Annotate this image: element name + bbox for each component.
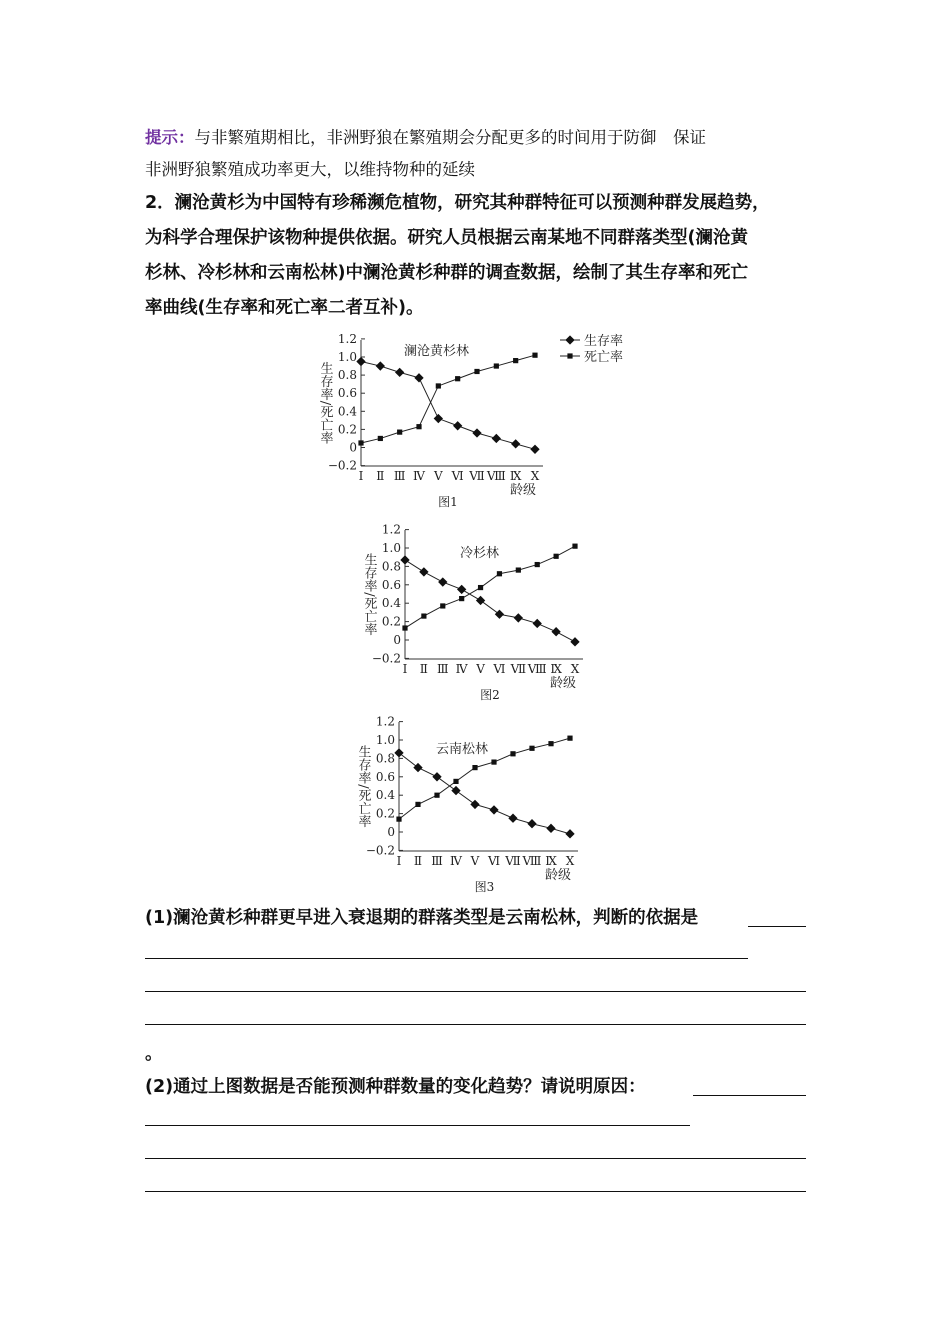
x-tick-label: Ⅰ	[402, 662, 408, 676]
survival-point	[356, 357, 365, 366]
death-point	[572, 544, 577, 549]
y-tick-label: −0.2	[371, 651, 401, 666]
y-tick-label: 1.0	[375, 733, 395, 747]
death-point	[434, 793, 439, 798]
y-tick-label: 1.0	[337, 350, 357, 364]
hint-text-1: 与非繁殖期相比，非洲野狼在繁殖期会分配更多的时间用于防御 保证	[194, 128, 706, 147]
legend-survival-label: 生存率	[584, 334, 624, 349]
answer-blank[interactable]	[145, 958, 748, 959]
death-point	[459, 596, 464, 601]
death-point	[474, 369, 479, 374]
question-line-2: 为科学合理保护该物种提供依据。研究人员根据云南某地不同群落类型(澜沧黄	[145, 228, 748, 248]
x-tick-label: Ⅶ	[469, 469, 485, 483]
death-point	[494, 363, 499, 368]
survival-point	[395, 368, 404, 377]
y-tick-label: 0.8	[381, 559, 401, 574]
survival-point	[530, 445, 539, 454]
death-point	[529, 746, 534, 751]
hint-line-2	[145, 159, 475, 181]
x-tick-label: Ⅸ	[545, 854, 557, 868]
chart-title: 澜沧黄杉林	[404, 344, 470, 359]
survival-point	[451, 786, 460, 795]
death-point	[472, 765, 477, 770]
death-point	[535, 562, 540, 567]
y-tick-label: 0.4	[375, 788, 395, 803]
x-tick-label: Ⅵ	[451, 469, 464, 483]
x-tick-label: Ⅶ	[510, 662, 527, 676]
death-point	[516, 567, 521, 572]
survival-point	[492, 434, 501, 443]
legend-death-label: 死亡率	[584, 350, 624, 365]
death-point	[513, 358, 518, 363]
death-point	[548, 741, 553, 746]
x-axis-label: 龄级	[549, 676, 577, 691]
death-point	[567, 736, 572, 741]
x-tick-label: Ⅹ	[565, 854, 575, 868]
survival-point	[394, 748, 403, 757]
subquestion-1-period: 。	[145, 1044, 163, 1064]
figure-caption: 图3	[474, 880, 495, 894]
answer-blank[interactable]	[693, 1095, 806, 1096]
survival-point	[508, 814, 517, 823]
survival-line	[405, 560, 575, 642]
death-point	[455, 376, 460, 381]
x-tick-label: Ⅳ	[455, 662, 468, 676]
x-tick-label: Ⅳ	[450, 854, 462, 868]
y-tick-label: 0.2	[337, 422, 357, 437]
figure-caption: 图1	[438, 495, 458, 509]
y-tick-label: 0.6	[381, 577, 401, 592]
survival-point	[376, 361, 385, 370]
x-tick-label: Ⅰ	[358, 469, 364, 483]
death-point	[421, 613, 426, 618]
death-point	[416, 424, 421, 429]
subquestion-2: (2)通过上图数据是否能预测种群数量的变化趋势？请说明原因：	[145, 1077, 646, 1097]
x-axis-label: 龄级	[509, 483, 537, 498]
y-tick-label: 0.4	[381, 596, 401, 611]
death-point	[415, 802, 420, 807]
x-tick-label: Ⅴ	[476, 662, 485, 676]
survival-point	[565, 829, 574, 838]
x-tick-label: Ⅸ	[550, 662, 562, 676]
death-point	[554, 554, 559, 559]
death-point	[478, 585, 483, 590]
survival-point	[400, 555, 409, 564]
survival-point	[527, 819, 536, 828]
y-tick-label: 0.2	[375, 806, 395, 821]
y-tick-label: 0.8	[375, 751, 395, 766]
x-tick-label: Ⅷ	[486, 469, 506, 483]
death-point	[453, 779, 458, 784]
survival-point	[457, 585, 466, 594]
x-tick-label: Ⅹ	[570, 662, 580, 676]
y-tick-label: −0.2	[365, 843, 395, 858]
x-tick-label: Ⅷ	[527, 662, 547, 676]
answer-blank[interactable]	[748, 926, 806, 927]
x-tick-label: Ⅴ	[433, 469, 443, 483]
x-tick-label: Ⅶ	[505, 854, 521, 868]
y-tick-label: 0	[393, 633, 401, 647]
survival-point	[476, 596, 485, 605]
death-point	[396, 817, 401, 822]
death-point	[440, 603, 445, 608]
death-point	[378, 436, 383, 441]
survival-point	[432, 772, 441, 781]
answer-blank[interactable]	[145, 1191, 806, 1192]
y-tick-label: −0.2	[327, 458, 357, 473]
survival-point	[470, 800, 479, 809]
y-tick-label: 1.2	[381, 522, 401, 537]
chart-title: 冷杉林	[460, 546, 500, 561]
death-point	[532, 353, 537, 358]
survival-point	[533, 619, 542, 628]
x-tick-label: Ⅱ	[376, 469, 385, 483]
survival-point	[546, 824, 555, 833]
legend-survival-marker	[565, 335, 574, 344]
x-tick-label: Ⅰ	[396, 854, 402, 868]
hint-text-2: 非洲野狼繁殖成功率更大，以维持物种的延续	[145, 160, 475, 179]
survival-point	[495, 610, 504, 619]
y-tick-label: 0	[349, 440, 357, 455]
survival-point	[570, 637, 579, 646]
y-tick-label: 0.8	[337, 368, 357, 383]
x-tick-label: Ⅲ	[436, 662, 449, 676]
death-point	[402, 625, 407, 630]
survival-point	[514, 613, 523, 622]
y-axis-label: 生存率/死亡率	[317, 361, 333, 445]
y-tick-label: 1.0	[381, 541, 401, 555]
x-tick-label: Ⅱ	[419, 662, 428, 676]
y-tick-label: 1.2	[375, 714, 395, 729]
x-tick-label: Ⅲ	[431, 854, 443, 868]
x-tick-label: Ⅵ	[487, 854, 501, 868]
question-line-4: 率曲线(生存率和死亡率二者互补)。	[145, 298, 424, 318]
y-axis-label: 生存率/死亡率	[361, 553, 377, 636]
y-axis-label: 生存率/死亡率	[355, 745, 371, 828]
answer-blank[interactable]	[145, 991, 806, 992]
x-tick-label: Ⅵ	[493, 662, 506, 676]
question-line-1: 2．澜沧黄杉为中国特有珍稀濒危植物，研究其种群特征可以预测种群发展趋势，	[145, 193, 770, 213]
y-tick-label: 0.6	[337, 386, 357, 401]
survival-point	[414, 373, 423, 382]
survival-point	[489, 805, 498, 814]
survival-point	[472, 428, 481, 437]
death-point	[397, 430, 402, 435]
x-axis-label: 龄级	[544, 868, 572, 883]
survival-point	[434, 414, 443, 423]
y-tick-label: 0.2	[381, 614, 401, 629]
death-point	[497, 571, 502, 576]
chart-title: 云南松林	[436, 742, 489, 757]
survival-point	[419, 567, 428, 576]
answer-blank[interactable]	[145, 1125, 690, 1126]
y-tick-label: 1.2	[337, 331, 357, 346]
death-point	[510, 751, 515, 756]
death-point	[491, 759, 496, 764]
survival-point	[511, 439, 520, 448]
figure-caption: 图2	[480, 688, 500, 702]
x-tick-label: Ⅲ	[393, 469, 406, 483]
death-point	[358, 440, 363, 445]
x-tick-label: Ⅱ	[413, 854, 423, 868]
survival-point	[438, 577, 447, 586]
y-tick-label: 0.6	[375, 769, 395, 784]
subquestion-1: (1)澜沧黄杉种群更早进入衰退期的群落类型是云南松林，判断的依据是	[145, 908, 699, 928]
hint-line-1	[145, 127, 706, 149]
x-tick-label: Ⅴ	[470, 854, 480, 868]
answer-blank[interactable]	[145, 1158, 806, 1159]
y-tick-label: 0	[387, 825, 395, 839]
survival-point	[413, 763, 422, 772]
hint-label: 提示：	[145, 128, 195, 147]
figures-area	[0, 325, 950, 894]
legend-death-marker	[567, 353, 572, 358]
survival-point	[453, 421, 462, 430]
death-point	[436, 383, 441, 388]
x-tick-label: Ⅷ	[522, 854, 542, 868]
question-line-3: 杉林、冷杉林和云南松林)中澜沧黄杉种群的调查数据，绘制了其生存率和死亡	[145, 263, 748, 283]
x-tick-label: Ⅳ	[413, 469, 425, 483]
x-tick-label: Ⅸ	[509, 469, 522, 483]
x-tick-label: Ⅹ	[530, 469, 540, 483]
y-tick-label: 0.4	[337, 404, 357, 419]
survival-point	[551, 627, 560, 636]
answer-blank[interactable]	[145, 1024, 806, 1025]
